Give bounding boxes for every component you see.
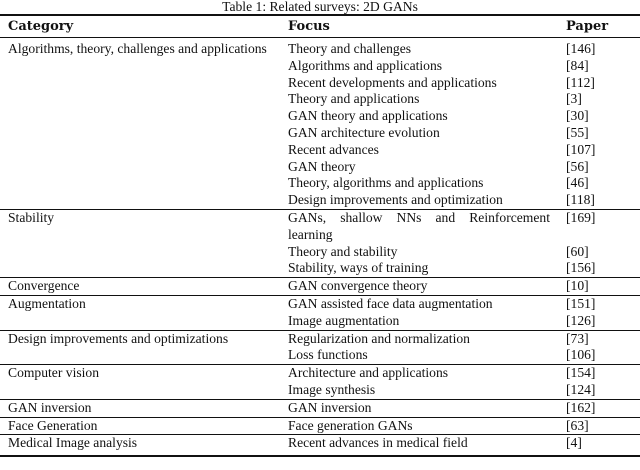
focus-cell: GANs, shallow NNs and Reinforcement learning xyxy=(280,209,558,243)
table-row xyxy=(0,330,640,347)
category-cell xyxy=(0,313,280,330)
table-row xyxy=(0,295,640,312)
paper-citation[interactable]: [46] xyxy=(566,175,589,191)
focus-cell: Recent developments and applications xyxy=(288,74,497,90)
focus-cell: Architecture and applications xyxy=(280,365,558,382)
category-cell: Convergence xyxy=(0,278,280,296)
focus-cell: Theory and challenges xyxy=(288,41,412,56)
category-cell xyxy=(0,347,280,364)
focus-cell: GAN convergence theory xyxy=(280,278,558,296)
focus-cell: Theory and stability xyxy=(288,243,398,259)
paper-citation[interactable]: [118] xyxy=(566,192,595,208)
category-cell xyxy=(0,159,280,176)
paper-citation[interactable]: [73] xyxy=(558,330,640,347)
focus-cell: Design improvements and optimization xyxy=(288,192,503,208)
paper-citation[interactable]: [154] xyxy=(558,365,640,382)
table-row xyxy=(0,278,640,296)
focus-cell: GAN assisted face data augmentation xyxy=(280,295,558,312)
paper-citation[interactable]: [63] xyxy=(558,417,640,435)
category-cell: Algorithms, theory, challenges and applications xyxy=(8,41,267,56)
paper-citation[interactable]: [3] xyxy=(566,91,582,107)
category-cell: Medical Image analysis xyxy=(0,435,280,456)
paper-citation[interactable]: [10] xyxy=(558,278,640,296)
table-caption: Table 1: Related surveys: 2D GANs xyxy=(222,0,418,14)
focus-cell: GAN theory xyxy=(288,158,356,174)
focus-cell: Image synthesis xyxy=(288,381,376,397)
table-row xyxy=(0,125,640,142)
header-focus: Focus xyxy=(280,15,558,38)
focus-cell: Theory, algorithms and applications xyxy=(288,175,484,191)
focus-cell: GAN inversion xyxy=(280,399,558,417)
table-row xyxy=(0,417,640,435)
focus-cell: Stability, ways of training xyxy=(288,260,429,276)
table-row xyxy=(0,260,640,277)
focus-cell: Face generation GANs xyxy=(280,417,558,435)
header-row xyxy=(0,15,640,38)
table-row xyxy=(0,175,640,192)
category-cell xyxy=(0,260,280,277)
paper-citation[interactable]: [60] xyxy=(566,243,589,259)
paper-citation[interactable]: [107] xyxy=(566,141,596,157)
focus-cell: Recent advances in medical field xyxy=(280,435,558,456)
paper-citation[interactable]: [55] xyxy=(566,124,589,140)
paper-citation[interactable]: [106] xyxy=(566,347,596,363)
focus-cell: Loss functions xyxy=(288,347,368,363)
focus-cell: Recent advances xyxy=(288,141,379,157)
paper-citation[interactable]: [146] xyxy=(566,41,596,56)
category-cell xyxy=(0,58,280,75)
category-cell xyxy=(0,91,280,108)
table-row xyxy=(0,192,640,209)
focus-cell: Regularization and normalization xyxy=(280,330,558,347)
category-cell xyxy=(0,244,280,261)
table-row xyxy=(0,209,640,243)
focus-cell: GAN architecture evolution xyxy=(288,124,440,140)
paper-citation[interactable]: [30] xyxy=(566,108,589,124)
paper-citation[interactable]: [156] xyxy=(566,260,596,276)
category-cell: Face Generation xyxy=(0,417,280,435)
category-cell xyxy=(0,108,280,125)
focus-cell: Theory and applications xyxy=(288,91,420,107)
category-cell xyxy=(0,192,280,209)
category-cell: Augmentation xyxy=(0,295,280,312)
focus-cell: GAN theory and applications xyxy=(288,108,448,124)
table-row xyxy=(0,58,640,75)
category-cell xyxy=(0,175,280,192)
focus-cell: Algorithms and applications xyxy=(288,57,443,73)
focus-cell: Image augmentation xyxy=(288,312,400,328)
header-category: Category xyxy=(0,15,280,38)
table-body xyxy=(0,38,640,457)
category-cell: Computer vision xyxy=(0,365,280,382)
paper-citation[interactable]: [151] xyxy=(558,295,640,312)
table-row xyxy=(0,142,640,159)
category-cell: Design improvements and optimizations xyxy=(0,330,280,347)
table-row xyxy=(0,108,640,125)
table-row xyxy=(0,75,640,92)
paper-citation[interactable]: [84] xyxy=(566,57,589,73)
paper-citation[interactable]: [4] xyxy=(558,435,640,456)
paper-citation[interactable]: [126] xyxy=(566,312,596,328)
paper-citation[interactable]: [169] xyxy=(558,209,640,243)
table-row xyxy=(0,159,640,176)
table-row xyxy=(0,313,640,330)
table-row xyxy=(0,382,640,399)
category-cell xyxy=(0,382,280,399)
category-cell xyxy=(0,142,280,159)
surveys-table xyxy=(0,14,640,457)
category-cell: GAN inversion xyxy=(0,399,280,417)
category-cell xyxy=(0,125,280,142)
paper-citation[interactable]: [56] xyxy=(566,158,589,174)
paper-citation[interactable]: [124] xyxy=(566,381,596,397)
table-row xyxy=(0,244,640,261)
category-cell: Stability xyxy=(0,209,280,243)
table-row xyxy=(0,435,640,456)
paper-citation[interactable]: [162] xyxy=(558,399,640,417)
table-row xyxy=(0,38,640,58)
table-row xyxy=(0,91,640,108)
header-paper: Paper xyxy=(558,15,640,38)
category-cell xyxy=(0,75,280,92)
table-row xyxy=(0,365,640,382)
table-row xyxy=(0,399,640,417)
paper-citation[interactable]: [112] xyxy=(566,74,595,90)
table-row xyxy=(0,347,640,364)
